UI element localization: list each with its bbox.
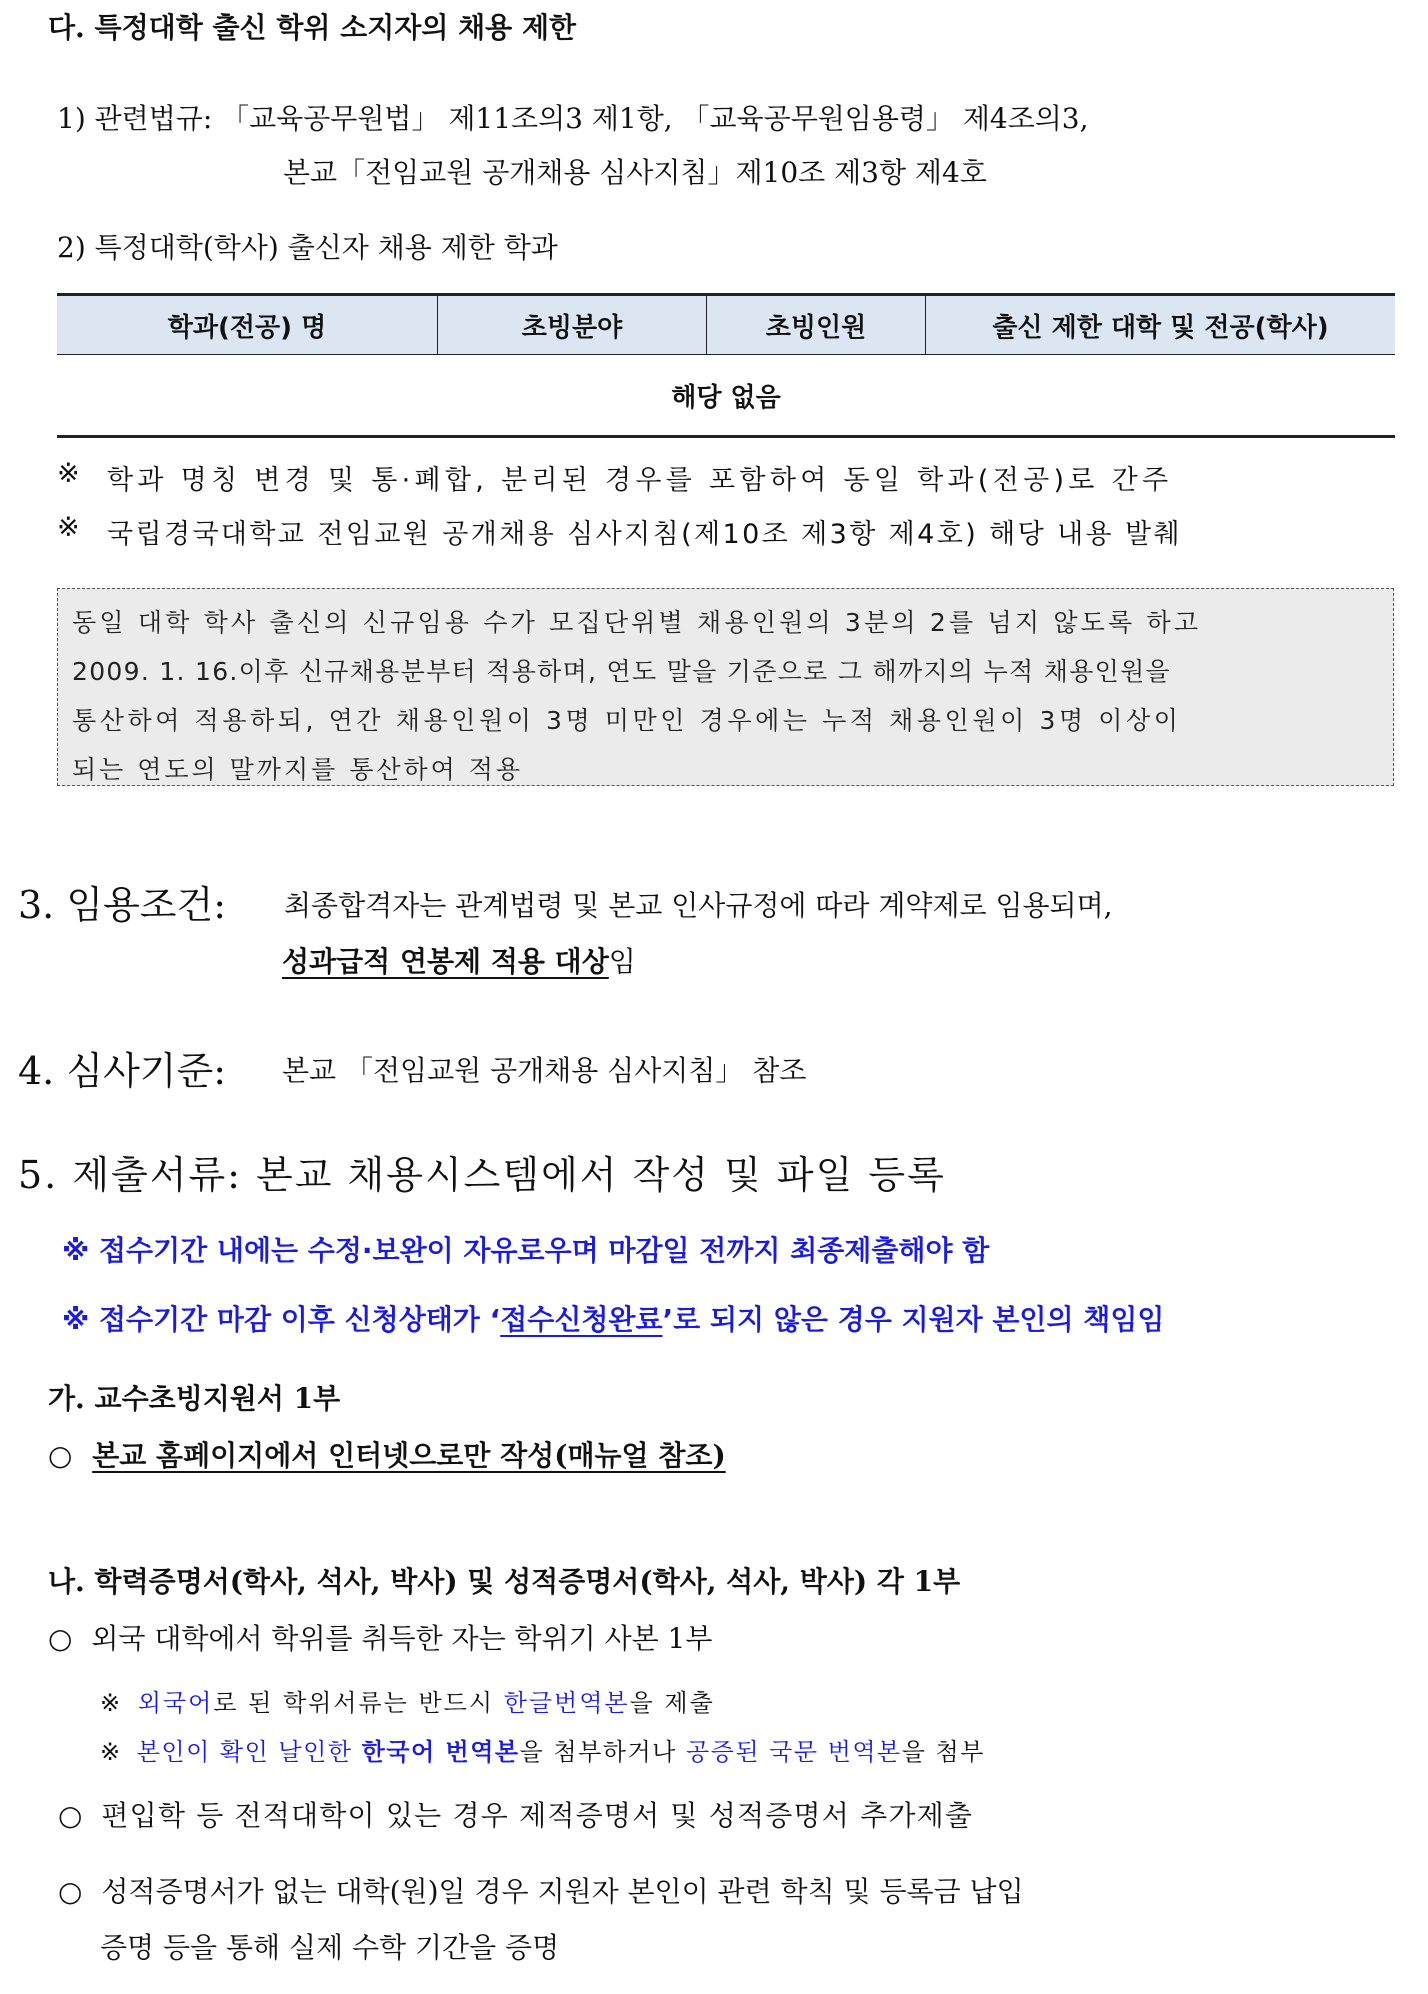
merit-salary-text: 성과급적 연봉제 적용 대상 — [282, 945, 609, 978]
plain-text: 을 첨부하거나 — [519, 1738, 677, 1766]
excerpt-line — [72, 743, 1379, 792]
na-item-3-text: 성적증명서가 없는 대학(원)일 경우 지원자 본인이 관련 학칙 및 등록금 납입 — [101, 1875, 1024, 1908]
table-header-restriction: 출신 제한 대학 및 전공(학사) — [926, 295, 1396, 355]
related-laws-line1: 1) 관련법규: 「교육공무원법」 제11조의3 제1항, 「교육공무원임용령」 제4조의3, — [57, 102, 1089, 135]
na-sub-note-2 — [100, 1732, 985, 1767]
circle-bullet-icon: ○ — [58, 1799, 83, 1832]
notice-suffix: ’로 되지 않은 경우 지원자 본인의 책임임 — [662, 1303, 1165, 1336]
section-number: 4. — [18, 1049, 55, 1093]
excerpt-text: 되는 연도의 말까지를 통산하여 적용 — [72, 754, 524, 784]
na-item-1 — [48, 1617, 712, 1657]
highlight-text: 한글번역본 — [503, 1689, 630, 1717]
ga-item-text: 본교 홈페이지에서 인터넷으로만 작성(매뉴얼 참조) — [92, 1439, 726, 1472]
note-2-text: 국립경국대학교 전임교원 공개채용 심사지침(제10조 제3항 제4호) 해당 내용 발췌 — [107, 519, 1182, 550]
note-2 — [57, 512, 1395, 551]
application-complete-status: 접수신청완료 — [500, 1303, 663, 1336]
notice-1: ※ 접수기간 내에는 수정·보완이 자유로우며 마감일 전까지 최종제출해야 함 — [62, 1234, 990, 1267]
notice-prefix: ※ 접수기간 마감 이후 신청상태가 ‘ — [62, 1303, 501, 1336]
na-item-2 — [58, 1794, 973, 1834]
section-3-line1: 최종합격자는 관계법령 및 본교 인사규정에 따라 계약제로 임용되며, — [284, 889, 1113, 922]
highlight-text: 공증된 국문 번역본 — [685, 1738, 902, 1766]
section-da-heading: 다. 특정대학 출신 학위 소지자의 채용 제한 — [48, 11, 577, 44]
section-title: 심사기준: — [66, 1049, 226, 1093]
ga-heading: 가. 교수초빙지원서 1부 — [48, 1382, 341, 1415]
circle-bullet-icon: ○ — [48, 1439, 73, 1472]
section-5-heading: 5. 제출서류: 본교 채용시스템에서 작성 및 파일 등록 — [18, 1153, 946, 1197]
section-title: 임용조건: — [66, 883, 226, 927]
na-item-3-line2: 증명 등을 통해 실제 수학 기간을 증명 — [100, 1931, 560, 1964]
note-1 — [57, 458, 1395, 497]
section-4-heading — [18, 1040, 226, 1095]
circle-bullet-icon: ○ — [48, 1622, 73, 1655]
circle-bullet-icon: ○ — [58, 1875, 83, 1908]
na-sub-note-1 — [100, 1683, 715, 1718]
note-mark: ※ — [100, 1738, 122, 1766]
section-3-heading — [18, 874, 226, 929]
highlight-text: 본인이 확인 날인한 — [136, 1738, 353, 1766]
table-header-field: 초빙분야 — [438, 295, 707, 355]
excerpt-line — [72, 694, 1379, 743]
note-mark: ※ — [57, 458, 80, 489]
table-header-count: 초빙인원 — [707, 295, 926, 355]
na-item-3 — [58, 1870, 1024, 1910]
suffix: 임 — [608, 945, 636, 978]
note-mark: ※ — [57, 512, 80, 543]
highlight-text: 한국어 번역본 — [361, 1738, 520, 1766]
table-header-department: 학과(전공) 명 — [57, 295, 438, 355]
plain-text: 을 첨부 — [901, 1738, 985, 1766]
na-item-2-text: 편입학 등 전적대학이 있는 경우 제적증명서 및 성적증명서 추가제출 — [101, 1799, 974, 1832]
note-mark: ※ — [100, 1689, 123, 1717]
excerpt-text: 통산하여 적용하되, 연간 채용인원이 3명 미만인 경우에는 누적 채용인원이 3명 이상이 — [72, 705, 1182, 735]
na-item-1-text: 외국 대학에서 학위를 취득한 자는 학위기 사본 1부 — [91, 1622, 713, 1655]
restricted-departments-title: 2) 특정대학(학사) 출신자 채용 제한 학과 — [57, 231, 558, 264]
section-4-text: 본교 「전임교원 공개채용 심사지침」 참조 — [282, 1054, 807, 1087]
plain-text: 을 제출 — [629, 1689, 715, 1717]
plain-text: 로 된 학위서류는 반드시 — [213, 1689, 495, 1717]
highlight-text: 외국어 — [137, 1689, 214, 1717]
excerpt-line — [72, 645, 1379, 694]
ga-item — [48, 1434, 726, 1474]
note-1-text: 학과 명칭 변경 및 통·폐합, 분리된 경우를 포함하여 동일 학과(전공)로 간주 — [107, 465, 1173, 496]
excerpt-text: 2009. 1. 16.이후 신규채용분부터 적용하며, 연도 말을 기준으로 그 해까지의 누적 채용인원을 — [72, 656, 1171, 686]
guideline-excerpt-box — [57, 588, 1394, 786]
section-3-line2 — [282, 940, 636, 980]
related-laws-line2: 본교「전임교원 공개채용 심사지침」제10조 제3항 제4호 — [283, 156, 987, 189]
table-empty-row: 해당 없음 — [57, 355, 1395, 437]
restricted-departments-table — [57, 293, 1395, 438]
na-heading: 나. 학력증명서(학사, 석사, 박사) 및 성적증명서(학사, 석사, 박사) 각 1부 — [48, 1565, 961, 1598]
section-number: 3. — [18, 883, 55, 927]
excerpt-text: 동일 대학 학사 출신의 신규임용 수가 모집단위별 채용인원의 3분의 2를 넘지 않도록 하고 — [72, 607, 1202, 637]
notice-2 — [62, 1298, 1164, 1338]
excerpt-line — [72, 596, 1379, 645]
